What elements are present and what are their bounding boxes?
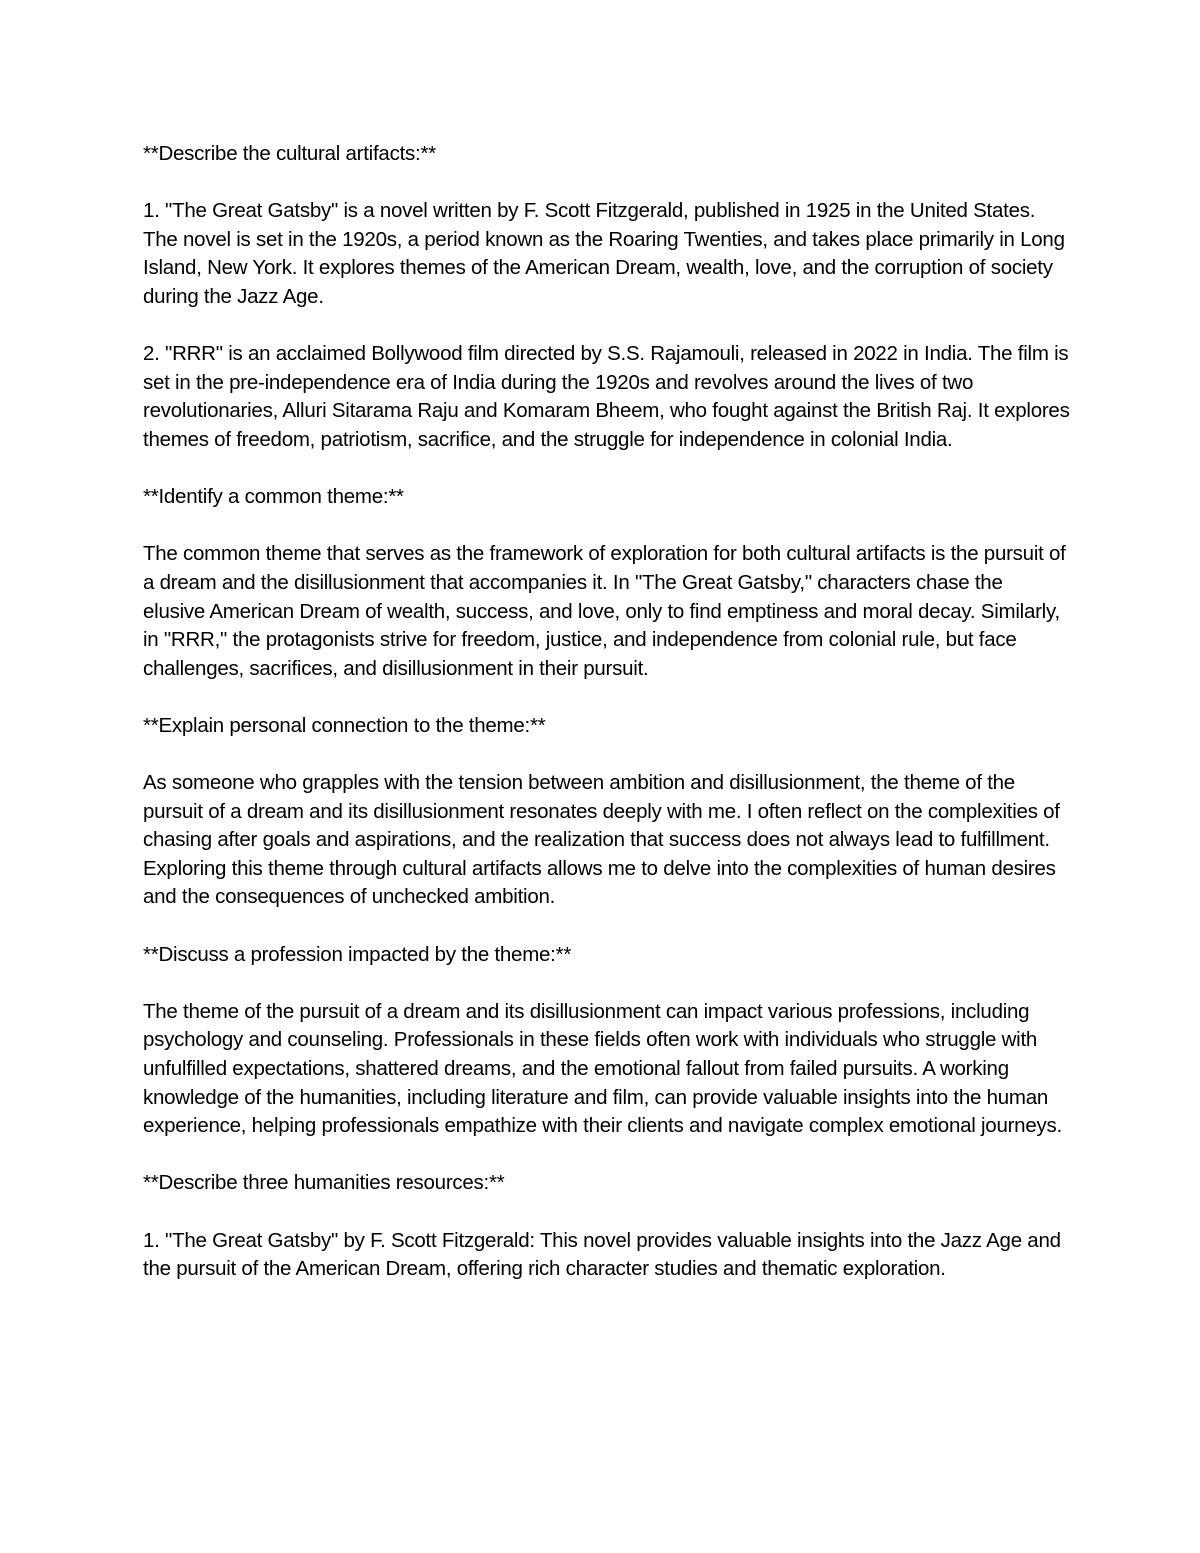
paragraph-resource-1: 1. "The Great Gatsby" by F. Scott Fitzgerald: This novel provides valuable insights into the Jazz Age and the pursuit of the American Dream, offering rich character studies and thematic exploration. — [143, 1228, 1061, 1281]
paragraph-profession: The theme of the pursuit of a dream and its disillusionment can impact various professions, including psychology and counseling. Professionals in these fields often work with individuals who struggle with unfulfilled expectations, shattered dreams, and the emotional fallout from failed pursuits. A working knowledge of the humanities, including literature and film, can provide valuable insights into the human experience, helping professionals empathize with their clients and navigate complex emotional journeys. — [143, 999, 1062, 1138]
paragraph-personal-connection: As someone who grapples with the tension between ambition and disillusionment, the theme of the pursuit of a dream and its disillusionment resonates deeply with me. I often reflect on the complexities of chasing after goals and aspirations, and the realization that success does not always lead to fulfillment. Exploring this theme through cultural artifacts allows me to delve into the complexities of human desires and the consequences of unchecked ambition. — [143, 771, 1060, 909]
heading-profession: **Discuss a profession impacted by the theme:** — [143, 942, 572, 966]
paragraph-great-gatsby: 1. "The Great Gatsby" is a novel written by F. Scott Fitzgerald, published in 1925 in the United States. The novel is set in the 1920s, a period known as the Roaring Twenties, and takes place primarily in Long Island, New York. It explores themes of the American Dream, wealth, love, and the corruption of society during the Jazz Age. — [143, 199, 1065, 308]
paragraph-common-theme: The common theme that serves as the framework of exploration for both cultural artifacts is the pursuit of a dream and the disillusionment that accompanies it. In "The Great Gatsby," characters chase the elusive American Dream of wealth, success, and love, only to find emptiness and moral decay. Similarly, in "RRR," the protagonists strive for freedom, justice, and independence from colonial rule, but face challenges, sacrifices, and disillusionment in their pursuit. — [143, 542, 1066, 680]
heading-describe-artifacts: **Describe the cultural artifacts:** — [143, 142, 436, 165]
paragraph-rrr: 2. "RRR" is an acclaimed Bollywood film directed by S.S. Rajamouli, released in 2022 in India. The film is set in the pre-independence era of India during the 1920s and revolves around the lives of two revolutionaries, Alluri Sitarama Raju and Komaram Bheem, who fought against the British Raj. It explores themes of freedom, patriotism, sacrifice, and the struggle for independence in colonial India. — [143, 342, 1070, 451]
heading-personal-connection: **Explain personal connection to the theme:** — [143, 713, 546, 737]
heading-humanities-resources: **Describe three humanities resources:** — [143, 1171, 505, 1195]
heading-common-theme: **Identify a common theme:** — [143, 485, 404, 509]
